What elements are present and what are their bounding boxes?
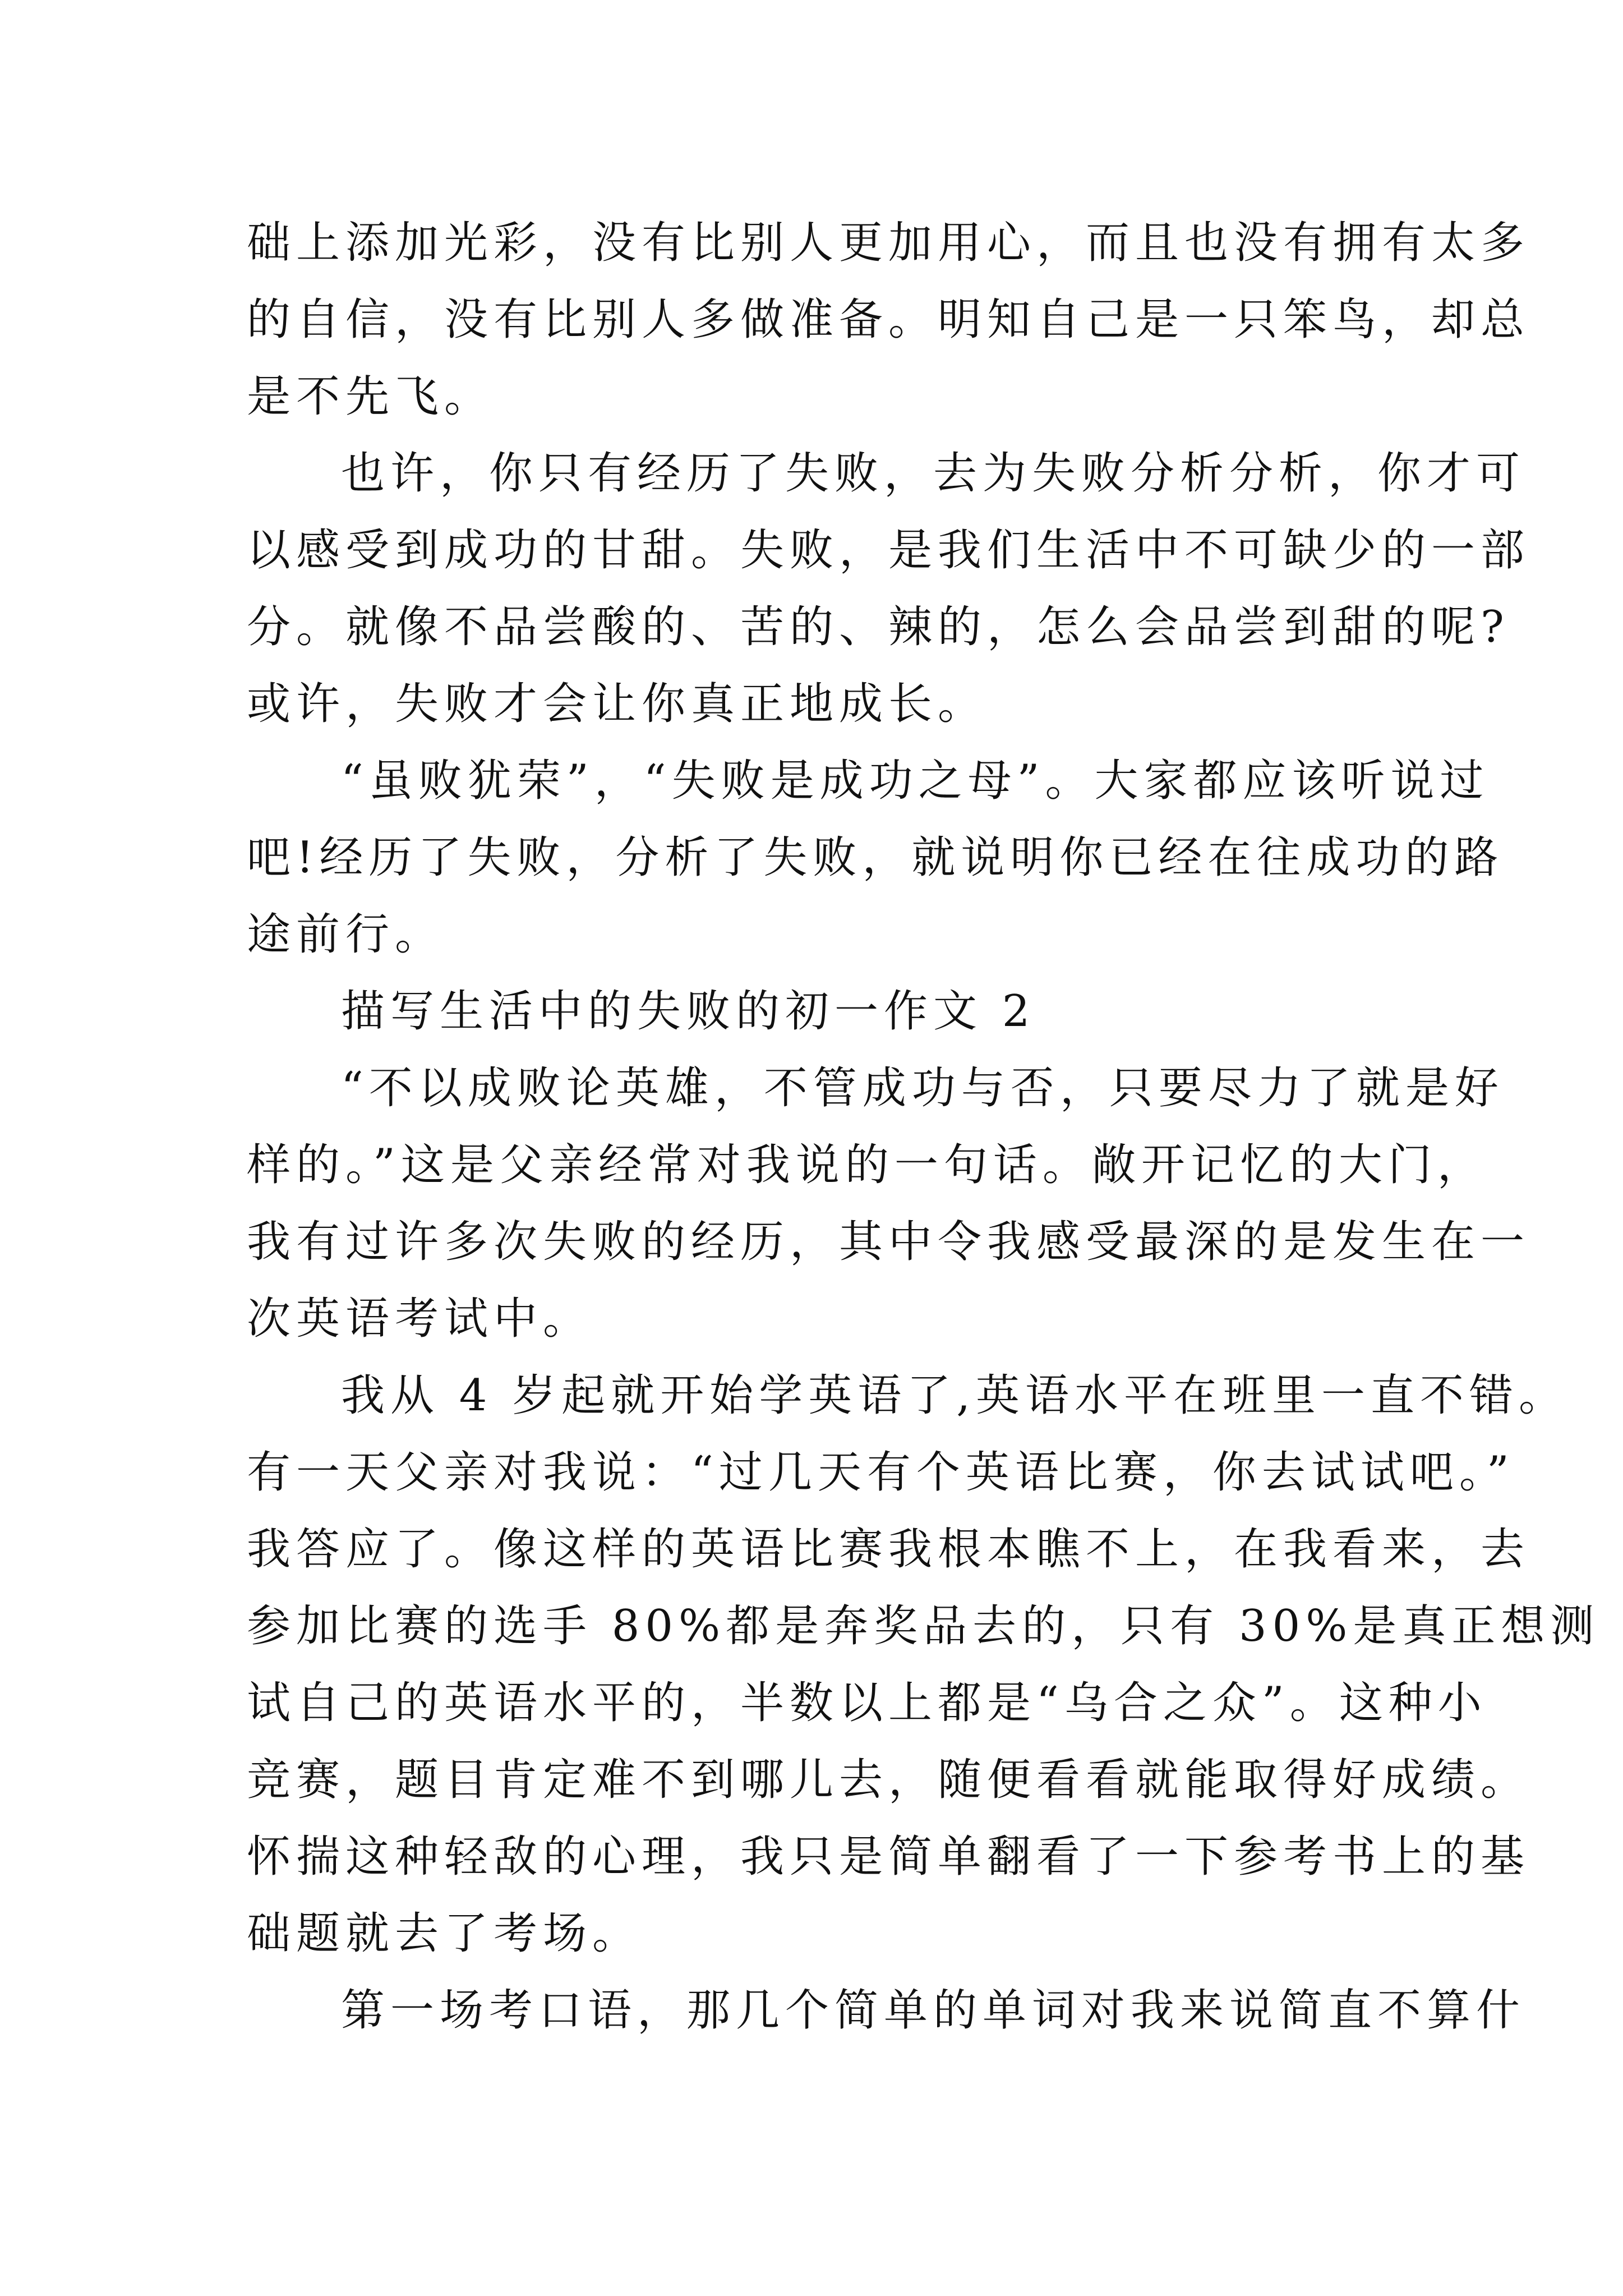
text-line: 参加比赛的选手 80%都是奔奖品去的，只有 30%是真正想测 (247, 1601, 1600, 1651)
text-line: 怀揣这种轻敌的心理，我只是简单翻看了一下参考书上的基 (247, 1832, 1530, 1882)
text-line: 样的。”这是父亲经常对我说的一句话。敞开记忆的大门， (247, 1140, 1487, 1190)
text-line: 竞赛，题目肯定难不到哪儿去，随便看看就能取得好成绩。 (247, 1755, 1530, 1805)
text-line: 次英语考试中。 (247, 1294, 593, 1344)
essay-body (247, 205, 1600, 2049)
text-line: 础题就去了考场。 (247, 1908, 642, 1959)
paragraph-start-line: “虽败犹荣”，“失败是成功之母”。大家都应该听说过 (341, 756, 1490, 806)
text-line: 试自己的英语水平的，半数以上都是“乌合之众”。这种小 (247, 1678, 1487, 1728)
paragraph-start-line: “不以成败论英雄，不管成功与否，只要尽力了就是好 (341, 1063, 1504, 1114)
text-line: 以感受到成功的甘甜。失败，是我们生活中不可缺少的一部 (247, 525, 1530, 576)
text-line: 是不先飞。 (247, 371, 494, 422)
text-line: 吧!经历了失败，分析了失败，就说明你已经在往成功的路 (247, 832, 1504, 883)
text-line: 我答应了。像这样的英语比赛我根本瞧不上，在我看来，去 (247, 1524, 1530, 1575)
paragraph-start-line: 第一场考口语，那几个简单的单词对我来说简直不算什 (341, 1985, 1526, 2036)
text-line: 有一天父亲对我说：“过几天有个英语比赛，你去试试吧。” (247, 1447, 1515, 1498)
paragraph-start-line: 也许，你只有经历了失败，去为失败分析分析，你才可 (341, 448, 1526, 499)
paragraph-start-line: 我从 4 岁起就开始学英语了,英语水平在班里一直不错。 (341, 1370, 1569, 1421)
section-heading: 描写生活中的失败的初一作文 2 (341, 986, 1036, 1037)
text-line: 础上添加光彩，没有比别人更加用心，而且也没有拥有太多 (247, 218, 1530, 268)
text-line: 途前行。 (247, 909, 445, 960)
text-line: 我有过许多次失败的经历，其中令我感受最深的是发生在一 (247, 1217, 1530, 1267)
text-line: 或许，失败才会让你真正地成长。 (247, 679, 988, 729)
text-line: 分。就像不品尝酸的、苦的、辣的，怎么会品尝到甜的呢? (247, 602, 1510, 652)
text-line: 的自信，没有比别人多做准备。明知自己是一只笨鸟，却总 (247, 295, 1530, 345)
